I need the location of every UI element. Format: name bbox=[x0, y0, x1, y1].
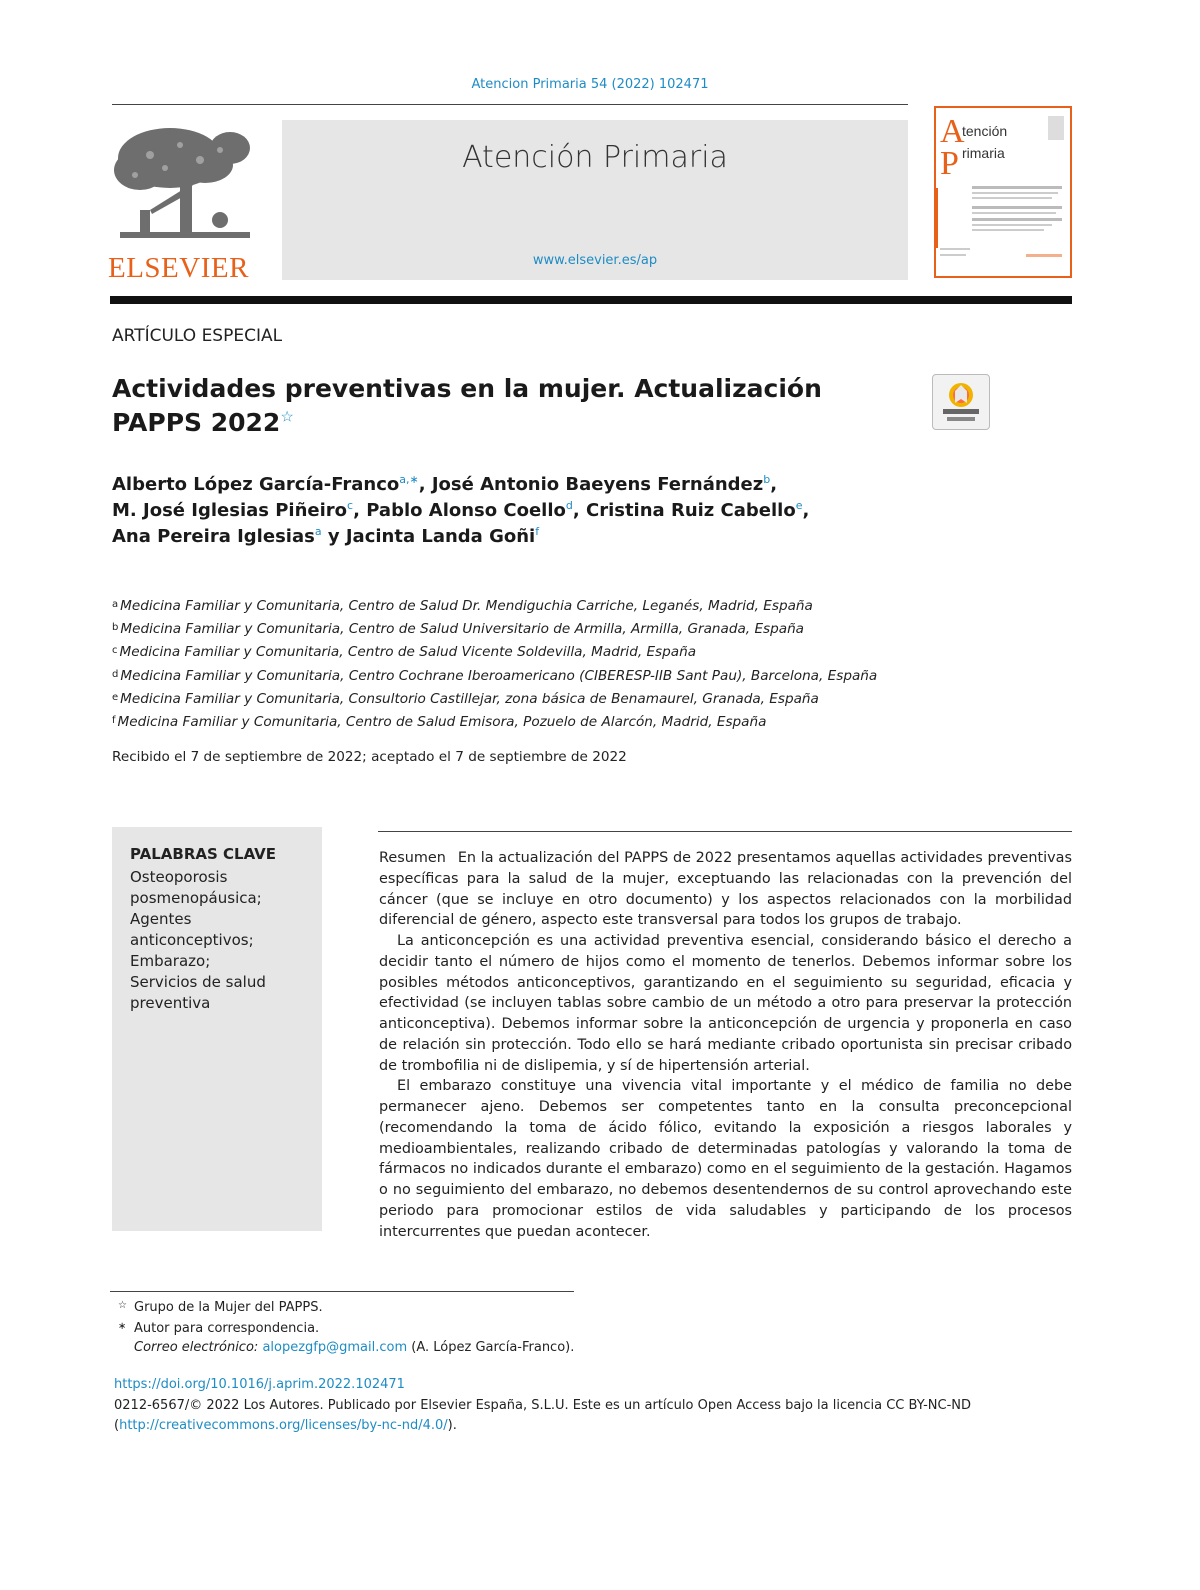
author: Cristina Ruiz Cabello bbox=[585, 500, 796, 522]
journal-title: Atención Primaria bbox=[462, 140, 728, 175]
author-affiliation-mark[interactable]: a,∗ bbox=[399, 473, 419, 486]
author: José Antonio Baeyens Fernández bbox=[431, 474, 764, 495]
abstract-paragraph: Resumen En la actualización del PAPPS de 2022 presentamos aquellas actividades preventivas específicas para la salud de la mujer, exceptuando las relacionadas con la prevención del cáncer (que se incluye en otro documento) y los aspectos relacionados con la morbilidad diferencial de género, aspecto este transversal para todos los grupos de trabajo. bbox=[379, 850, 1072, 929]
affiliation: $^b$ Medicina Familiar y Comunitaria, Centro de Salud Universitario de Armilla, Armilla, Granada, España bbox=[112, 621, 805, 638]
abstract bbox=[379, 848, 1072, 1242]
keyword-line: Embarazo; bbox=[130, 952, 211, 970]
author-affiliation-mark[interactable]: b bbox=[763, 473, 771, 486]
affiliation: $^e$ Medicina Familiar y Comunitaria, Consultorio Castillejar, zona básica de Benamaurel, Granada, España bbox=[112, 690, 819, 707]
author: Pablo Alonso Coello bbox=[366, 500, 566, 522]
cover-letter-a: A bbox=[940, 113, 965, 150]
author: Jacinta Landa Goñi bbox=[345, 526, 536, 548]
email-label: Correo electrónico: bbox=[134, 1340, 259, 1355]
keywords-panel bbox=[112, 827, 322, 1231]
journal-reference[interactable]: Atencion Primaria 54 (2022) 102471 bbox=[471, 77, 709, 92]
doi-link[interactable]: https://doi.org/10.1016/j.aprim.2022.102471 bbox=[114, 1377, 405, 1392]
keyword-line: Servicios de salud bbox=[130, 973, 266, 991]
footnote-group bbox=[118, 1296, 1018, 1317]
footnote-rule bbox=[110, 1291, 574, 1292]
author-affiliation-mark[interactable]: f bbox=[535, 525, 540, 539]
author: Alberto López García-Franco bbox=[112, 474, 400, 495]
crossmark-button[interactable] bbox=[932, 374, 990, 430]
author: M. José Iglesias Piñeiro bbox=[112, 500, 348, 522]
journal-cover-thumbnail[interactable] bbox=[934, 106, 1072, 278]
masthead-bottom-rule bbox=[110, 296, 1072, 304]
affiliation: $^a$ Medicina Familiar y Comunitaria, Centro de Salud Dr. Mendiguchia Carriche, Leganés, Madrid, España bbox=[112, 598, 813, 614]
footnotes bbox=[118, 1296, 1018, 1357]
author: Ana Pereira Iglesias bbox=[112, 526, 315, 548]
cover-title-line1: tención bbox=[962, 123, 1008, 139]
email-owner: (A. López García-Franco). bbox=[411, 1340, 575, 1355]
author-affiliation-mark[interactable]: a bbox=[314, 525, 322, 539]
author-affiliation-mark[interactable]: c bbox=[347, 499, 354, 513]
footnote-asterisk-mark: ∗ bbox=[118, 1321, 127, 1332]
footnote-group-text: Grupo de la Mujer del PAPPS. bbox=[134, 1300, 323, 1315]
cover-title-line2: rimaria bbox=[962, 145, 1005, 161]
footnote-star-mark: ☆ bbox=[118, 1300, 127, 1311]
article-type: ARTÍCULO ESPECIAL bbox=[112, 326, 283, 346]
affiliation: $^d$ Medicina Familiar y Comunitaria, Centro Cochrane Iberoamericano (CIBERESP-IIB Sant Pau), Barcelona, España bbox=[112, 667, 878, 684]
article-title bbox=[112, 372, 912, 440]
title-footnote-mark[interactable]: ☆ bbox=[280, 407, 294, 426]
footnote-corresponding-text: Autor para correspondencia. bbox=[134, 1321, 320, 1336]
affiliation-list bbox=[112, 594, 1012, 733]
keyword-line: Agentes bbox=[130, 910, 192, 928]
abstract-paragraph: El embarazo constituye una vivencia vital importante y el médico de familia no debe permanecer ajeno. Debemos ser competentes tanto en la consulta preconcepcional (recomendando la toma de ácido fólico, evitando la exposición a riesgos laborales y medioambientales, realizando cribado de determinadas patologías y valorando la toma de fármacos no indicados durante el embarazo) como en el seguimiento de la gestación. Hagamos o no seguimiento del embarazo, no debemos desentendernos de su control aprovechando este periodo para promocionar estilos de vida saludables y participando de los procesos intercurrentes que puedan acontecer. bbox=[379, 1078, 1072, 1240]
footnote-email bbox=[118, 1338, 1018, 1357]
elsevier-wordmark: ELSEVIER bbox=[108, 252, 249, 284]
article-title-text: Actividades preventivas en la mujer. Actualización PAPPS 2022 bbox=[112, 374, 822, 437]
affiliation: $^c$ Medicina Familiar y Comunitaria, Centro de Salud Vicente Soldevilla, Madrid, España bbox=[112, 644, 697, 661]
license-statement: 0212-6567/© 2022 Los Autores. Publicado por Elsevier España, S.L.U. Este es un artículo Open Access bajo la licencia CC BY-NC-ND (http://creativecommons.org/licenses/by-nc-nd/4.0/). bbox=[114, 1398, 972, 1433]
footnote-corresponding bbox=[118, 1317, 1018, 1338]
cover-letter-p: P bbox=[940, 145, 959, 182]
abstract-label: Resumen bbox=[379, 850, 446, 866]
header-divider bbox=[112, 104, 908, 105]
keyword-line: Osteoporosis bbox=[130, 868, 228, 886]
keywords-heading: PALABRAS CLAVE bbox=[130, 845, 277, 863]
keyword-line: anticonceptivos; bbox=[130, 931, 254, 949]
abstract-top-rule bbox=[378, 831, 1072, 832]
keyword-line: preventiva bbox=[130, 994, 211, 1012]
author-affiliation-mark[interactable]: d bbox=[565, 499, 573, 513]
affiliation: $^f$ Medicina Familiar y Comunitaria, Centro de Salud Emisora, Pozuelo de Alarcón, Madrid, España bbox=[112, 714, 767, 731]
author-affiliation-mark[interactable]: e bbox=[795, 499, 803, 513]
keyword-line: posmenopáusica; bbox=[130, 889, 262, 907]
author-list: Alberto López García-Franco$^{a,∗}$, José Antonio Baeyens Fernández$^b$, M. José Iglesias Piñeiro$^c$, Pablo Alonso Coello$^d$, Cristina Ruiz Cabello$^e$, Ana Pereira Iglesias$^a$ y Jacinta Landa Goñi$^f$ bbox=[112, 473, 810, 548]
abstract-paragraph: La anticoncepción es una actividad preventiva esencial, considerando básico el derecho a decidir tanto el número de hijos como el momento de tenerlos. Debemos informar sobre los posibles métodos anticonceptivos, garantizando en el seguimiento su seguridad, eficacia y efectividad (se incluyen tablas sobre cambio de un método a otro para preservar la protección anticonceptiva). Debemos informar sobre la anticoncepción de urgencia y proponerla en caso de relación sin protección. Todo ello se hará mediante cribado oportunista sin precisar cribado de trombofilia ni de dislipemia, y sí de hipertensión arterial. bbox=[379, 933, 1072, 1074]
received-dates: Recibido el 7 de septiembre de 2022; aceptado el 7 de septiembre de 2022 bbox=[112, 749, 627, 765]
license-link[interactable]: http://creativecommons.org/licenses/by-nc-nd/4.0/ bbox=[119, 1418, 448, 1433]
journal-url-link[interactable]: www.elsevier.es/ap bbox=[532, 253, 658, 268]
email-link[interactable]: alopezgfp@gmail.com bbox=[262, 1340, 408, 1355]
